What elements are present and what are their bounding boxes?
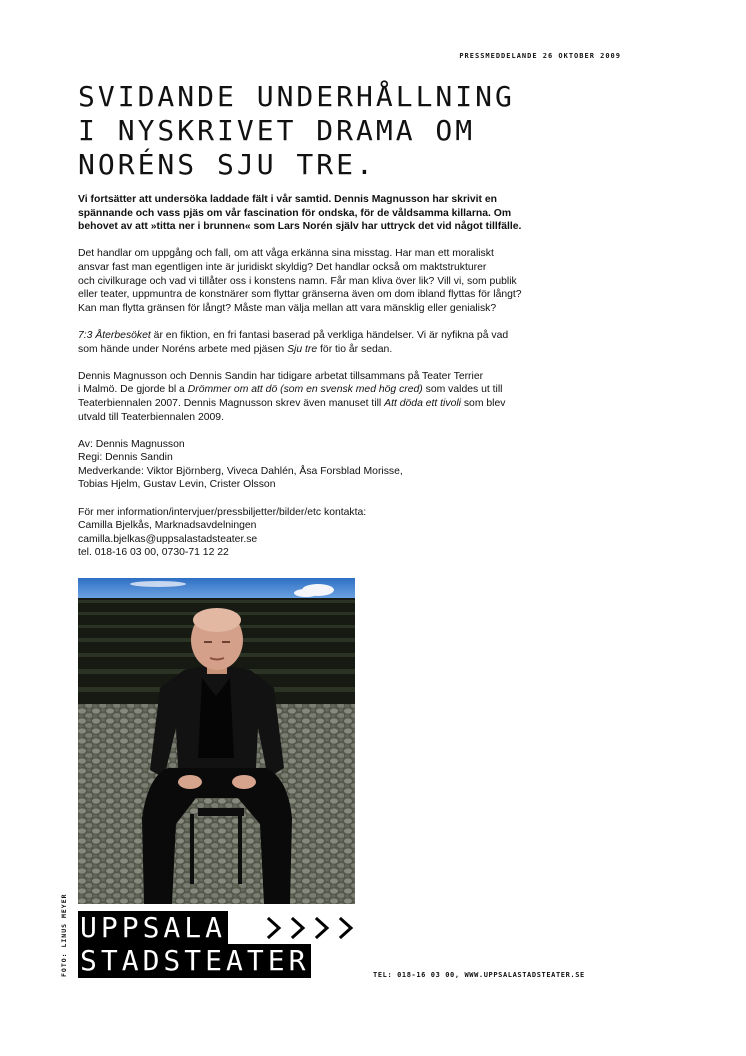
text-line: ansvar fast man egentligen inte är juridiskt skyldig? Det handlar också om maktstrukturer [78, 261, 487, 273]
text-line: Det handlar om uppgång och fall, om att våga erkänna sina misstag. Har man ett moraliskt [78, 248, 494, 260]
credit-author: Av: Dennis Magnusson [78, 438, 185, 450]
contact-name: Camilla Bjelkås, Marknadsavdelningen [78, 520, 257, 532]
text-span: Teaterbiennalen 2007. Dennis Magnusson skrev även manuset till [78, 397, 385, 409]
chevrons-right-icon [263, 913, 363, 943]
play-title: Att döda ett tivoli [384, 397, 461, 409]
text-line: och civilkurage och vad vi tillåter oss i konstens namn. Får man kliva över lik? Vill vi, som publik [78, 275, 517, 287]
contact-email[interactable]: camilla.bjelkas@uppsalastadsteater.se [78, 533, 258, 545]
footer-contact: TEL: 018-16 03 00, WWW.UPPSALASTADSTEATER.SE [373, 971, 585, 979]
paragraph-themes [78, 247, 608, 315]
text-span: i Malmö. De gjorde bl a [78, 384, 188, 396]
press-photo [78, 578, 355, 904]
credits-block [78, 438, 608, 492]
credit-cast: Medverkande: Viktor Björnberg, Viveca Dahlén, Åsa Forsblad Morisse, [78, 465, 403, 477]
contact-block [78, 506, 608, 560]
text-line: utvald till Teaterbiennalen 2009. [78, 411, 224, 423]
text-line [78, 329, 608, 343]
logo-word-stadsteater: STADSTEATER [80, 944, 310, 977]
logo-line-uppsala [78, 911, 228, 945]
credit-director: Regi: Dennis Sandin [78, 452, 173, 464]
text-line [78, 383, 608, 397]
text-line: eller teater, uppmuntra de konstnärer som flyttar gränserna även om dom ibland flyttas för långt? [78, 289, 522, 301]
contact-phone: tel. 018-16 03 00, 0730-71 12 22 [78, 547, 229, 559]
text-line: behovet av att »titta ner i brunnen« som Lars Norén själv har uttryck det vid något tillfälle. [78, 221, 522, 233]
paragraph-fiction [78, 329, 608, 356]
text-span: som valdes ut till [422, 384, 503, 396]
press-photo-image [78, 578, 355, 904]
headline [78, 80, 638, 182]
contact-intro: För mer information/intervjuer/pressbiljetter/bilder/etc kontakta: [78, 506, 367, 518]
text-span: som blev [460, 397, 506, 409]
headline-line: NORÉNS SJU TRE. [78, 148, 376, 181]
play-title: 7:3 Återbesöket [78, 329, 151, 341]
logo-line-stadsteater [78, 944, 311, 978]
text-span: som hände under Noréns arbete med pjäsen [78, 343, 288, 355]
dateline: PRESSMEDDELANDE 26 OKTOBER 2009 [459, 52, 621, 60]
play-title: Sju tre [287, 343, 318, 355]
text-line [78, 343, 608, 357]
text-line: Dennis Magnusson och Dennis Sandin har tidigare arbetat tillsammans på Teater Terrier [78, 370, 484, 382]
text-line [78, 397, 608, 411]
paragraph-history [78, 370, 608, 424]
headline-line: I NYSKRIVET DRAMA OM [78, 114, 476, 147]
text-span: är en fiktion, en fri fantasi baserad på verkliga händelser. Vi är nyfikna på vad [150, 329, 509, 341]
press-release-body [78, 193, 608, 574]
photo-credit: FOTO: LINUS MEYER [60, 893, 68, 977]
text-span: för tio år sedan. [317, 343, 393, 355]
headline-line: SVIDANDE UNDERHÅLLNING [78, 80, 515, 113]
logo-word-uppsala: UPPSALA [80, 911, 227, 944]
credit-cast: Tobias Hjelm, Gustav Levin, Crister Olsson [78, 479, 276, 491]
text-line: Kan man flytta gränsen för långt? Måste man välja mellan att vara mänsklig eller genialisk? [78, 302, 497, 314]
text-line: Vi fortsätter att undersöka laddade fält i vår samtid. Dennis Magnusson har skrivit en [78, 194, 498, 205]
play-title: Drömmer om att dö (som en svensk med hög cred) [187, 384, 423, 396]
lead-paragraph [78, 193, 608, 234]
text-line: spännande och vass pjäs om vår fascination för ondska, för de våldsamma killarna. Om [78, 207, 512, 219]
